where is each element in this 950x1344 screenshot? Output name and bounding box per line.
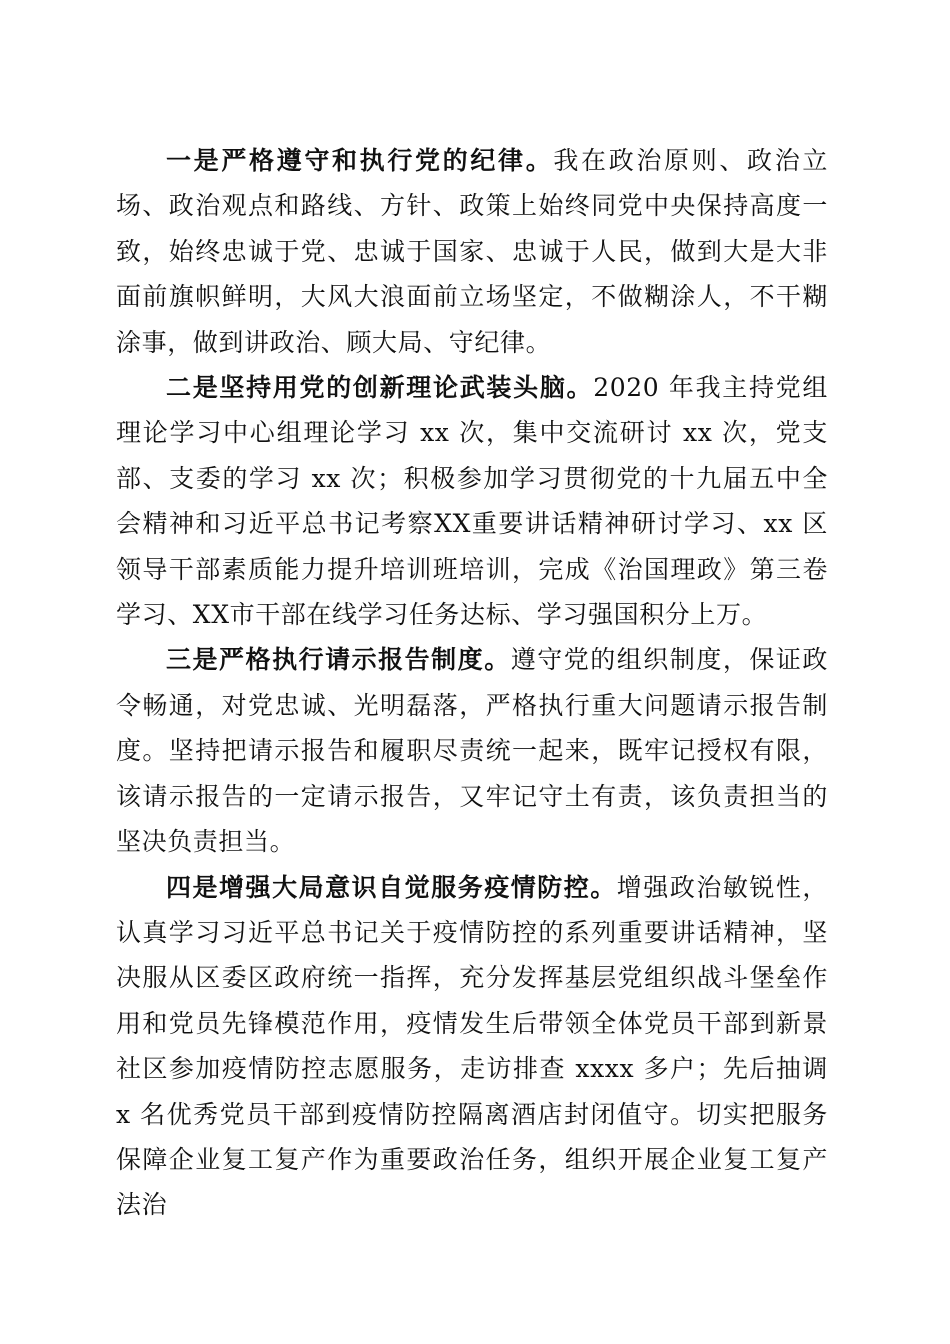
- paragraph-3: [116, 637, 828, 864]
- paragraph-2: [116, 365, 828, 637]
- paragraph-3-lead: 三是严格执行请示报告制度。: [166, 645, 511, 675]
- paragraph-4: [116, 865, 828, 1228]
- paragraph-1-body: 我在政治原则、政治立场、政治观点和路线、方针、政策上始终同党中央保持高度一致，始终忠诚于党、忠诚于国家、忠诚于人民，做到大是大非面前旗帜鲜明，大风大浪面前立场坚定，不做糊涂人，不干糊涂事，做到讲政治、顾大局、守纪律。: [116, 146, 828, 357]
- paragraph-3-body: 遵守党的组织制度，保证政令畅通，对党忠诚、光明磊落，严格执行重大问题请示报告制度。坚持把请示报告和履职尽责统一起来，既牢记授权有限，该请示报告的一定请示报告，又牢记守土有责，该负责担当的坚决负责担当。: [116, 645, 828, 857]
- paragraph-4-body: 增强政治敏锐性，认真学习习近平总书记关于疫情防控的系列重要讲话精神，坚决服从区委区政府统一指挥，充分发挥基层党组织战斗堡垒作用和党员先锋模范作用，疫情发生后带领全体党员干部到新景社区参加疫情防控志愿服务，走访排查 xxxx 多户；先后抽调 x 名优秀党员干部到疫情防控隔离酒店封闭值守。切实把服务保障企业复工复产作为重要政治任务，组织开展企业复工复产法治: [116, 872, 828, 1220]
- paragraph-2-lead: 二是坚持用党的创新理论武装头脑。: [166, 373, 594, 403]
- paragraph-2-body: 2020 年我主持党组理论学习中心组理论学习 xx 次，集中交流研讨 xx 次，党支部、支委的学习 xx 次；积极参加学习贯彻党的十九届五中全会精神和习近平总书记考察XX重要讲话精神研讨学习、xx 区领导干部素质能力提升培训班培训，完成《治国理政》第三卷学习、XX市干部在线学习任务达标、学习强国积分上万。: [116, 373, 828, 630]
- paragraph-4-lead: 四是增强大局意识自觉服务疫情防控。: [166, 872, 617, 902]
- document-page: [116, 138, 828, 1228]
- paragraph-1-lead: 一是严格遵守和执行党的纪律。: [166, 146, 554, 175]
- paragraph-1: [116, 138, 828, 365]
